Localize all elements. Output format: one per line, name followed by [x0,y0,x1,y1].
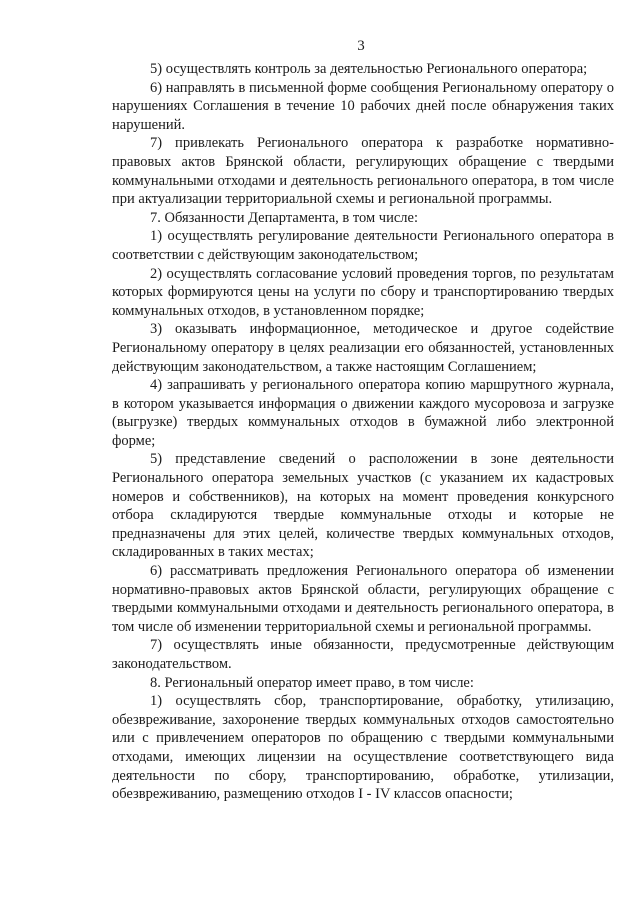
paragraph-item-3-assistance: 3) оказывать информационное, методическое и другое содействие Региональному оператору в целях реализации его обязанностей, установленных действующим законодательством, а также настоящим Соглашением; [112,321,614,375]
page-number: 3 [357,38,365,54]
paragraph-item-5-land-info: 5) представление сведений о расположении в зоне деятельности Регионального оператора земельных участков (с указанием их кадастровых номеров и собственников), на которых на момент проведения конкурсного отбора складируются твердые коммунальные отходы и которые не предназначены для этих целей, количестве твердых коммунальных отходов, складированных в таких местах; [112,451,614,561]
paragraph-item-6-notify: 6) направлять в письменной форме сообщения Региональному оператору о нарушениях Соглашения в течение 10 рабочих дней после обнаружения таких нарушений. [112,79,614,133]
paragraph-item-6-proposals: 6) рассматривать предложения Регионального оператора об изменении нормативно-правовых актов Брянской области, регулирующих обращение с твердыми коммунальными отходами и деятельность регионального оператора, в том числе об изменении территориальной схемы и региональной программы. [112,563,614,635]
paragraph-item-7-other-duties: 7) осуществлять иные обязанности, предусмотренные действующим законодательством. [112,637,614,672]
section-7-heading: 7. Обязанности Департамента, в том числе: [150,209,418,226]
paragraph-item-2-tenders: 2) осуществлять согласование условий проведения торгов, по результатам которых формируются цены на услуги по сбору и транспортированию твердых коммунальных отходов, в установленном порядке; [112,265,614,319]
document-body [112,60,614,804]
paragraph-item-4-route-journal: 4) запрашивать у регионального оператора копию маршрутного журнала, в котором указывается информация о движении каждого мусоровоза и загрузке (выгрузке) твердых коммунальных отходов в бумажной либо электронной форме; [112,377,614,449]
paragraph-item-7-involve: 7) привлекать Регионального оператора к разработке нормативно-правовых актов Брянской области, регулирующих обращение с твердыми коммунальными отходами и деятельность регионального оператора, в том числе при актуализации территориальной схемы и региональной программы. [112,135,614,208]
paragraph-item-1-waste-handling: 1) осуществлять сбор, транспортирование, обработку, утилизацию, обезвреживание, захоронение твердых коммунальных отходов самостоятельно или с привлечением операторов по обращению с твердыми коммунальными отходами, имеющих лицензии на осуществление соответствующего вида деятельности по сбору, транспортированию, обработке, утилизации, обезвреживанию, размещению отходов I - IV классов опасности; [112,693,614,803]
section-8-heading: 8. Региональный оператор имеет право, в том числе: [150,674,474,691]
paragraph-item-1-regulate: 1) осуществлять регулирование деятельности Регионального оператора в соответствии с действующим законодательством; [112,228,614,263]
paragraph-item-5-control: 5) осуществлять контроль за деятельностью Регионального оператора; [150,61,588,77]
